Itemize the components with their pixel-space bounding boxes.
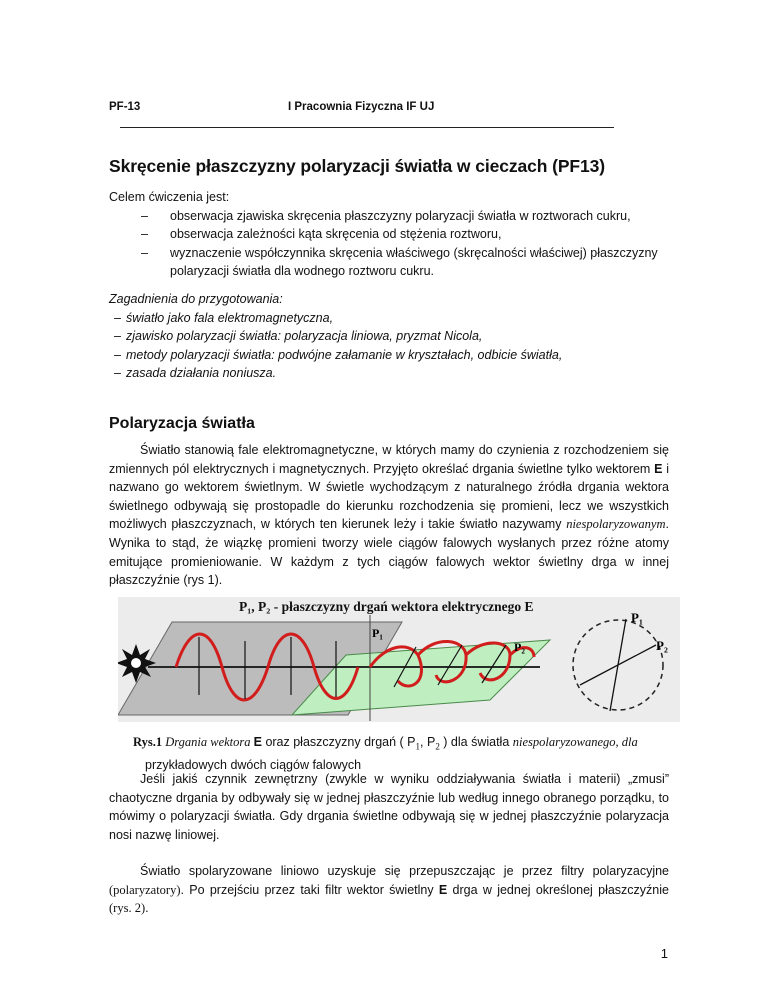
goal-item: – wyznaczenie współczynnika skręcenia właściwego (skręcalności właściwej) płaszczyzny polaryzacji światła dla wodnego roztworu cukru. [141, 245, 658, 279]
goal-intro: Celem ćwiczenia jest: [109, 190, 230, 204]
preparation-item: – metody polaryzacji światła: podwójne załamanie w kryształach, odbicie światła, [114, 347, 563, 362]
goal-section [109, 188, 669, 281]
label-p1: P₁ [372, 626, 383, 640]
section-heading: Polaryzacja światła [109, 415, 255, 432]
circle-label-p1: P₁ [631, 610, 643, 625]
light-source-core [131, 658, 141, 668]
header-rule [120, 127, 614, 128]
preparation-section [109, 290, 669, 383]
circle-label-p2: P₂ [656, 638, 668, 653]
preparation-item: – zjawisko polaryzacji światła: polaryzacja liniowa, pryzmat Nicola, [114, 329, 483, 344]
label-p2: P₂ [514, 640, 525, 654]
figure-title: P₁, P₂ - płaszczyzny drgań wektora elektrycznego E [239, 599, 534, 614]
figure-svg [118, 597, 680, 722]
preparation-intro: Zagadnienia do przygotowania: [109, 292, 283, 306]
page-title: Skręcenie płaszczyzny polaryzacji światła w cieczach (PF13) [109, 156, 606, 176]
paragraph-3: Światło spolaryzowane liniowo uzyskuje się przepuszczając je przez filtry polaryzacyjne (polaryzatory). Po przejściu przez taki filtr wektor świetlny E drga w jednej określonej płaszczyźnie (rys. 2). [109, 864, 669, 916]
figure-polarization [118, 597, 680, 722]
goal-item: – obserwacja zależności kąta skręcenia od stężenia roztworu, [141, 227, 502, 242]
paragraph-1: Światło stanowią fale elektromagnetyczne, w których mamy do czynienia z rozchodzeniem się zmiennych pól elektrycznych i magnetycznych. Przyjęto określać drgania świetlne tylko wektorem E i nazwano go wektorem świetlnym. W świetle wychodzącym z naturalnego źródła drgania wektora świetlnego odbywają się prostopadle do kierunku rozchodzenia się promieni, lecz we wszystkich możliwych płaszczyznach, w których ten kierunek leży i takie światło nazywamy niespolaryzowanym. Wynika to stąd, że wiązkę promieni tworzy wiele ciągów falowych wysłanych przez różne atomy emitujące promieniowanie. W każdym z tych ciągów falowych wektor świetlny drga w innej płaszczyźnie (rys 1). [109, 443, 670, 588]
paragraph-2: Jeśli jakiś czynnik zewnętrzny (zwykle w wyniku oddziaływania światła i materii) „zmusi” chaotyczne drgania by odbywały się w jednej płaszczyźnie lub według innego obranego porządku, to mówimy o polaryzacji światła. Gdy drgania świetlne odbywają się w jednej płaszczyźnie polaryzacja nosi nazwę liniowej. [109, 772, 669, 842]
preparation-item: – światło jako fala elektromagnetyczna, [114, 310, 334, 325]
doc-code: PF-13 [109, 101, 141, 113]
goal-item: – obserwacja zjawiska skręcenia płaszczyzny polaryzacji światła w roztworach cukru, [141, 208, 631, 223]
preparation-item: – zasada działania noniusza. [114, 366, 277, 381]
figure-caption: Rys.1 Drgania wektora E oraz płaszczyzny drgań ( $P_1$, $P_2$ ) dla światła niespolaryzowanego, dla przykładowych dwóch ciągów falowych [133, 735, 638, 773]
page-number: 1 [660, 946, 668, 961]
lab-name: I Pracownia Fizyczna IF UJ [288, 101, 435, 113]
